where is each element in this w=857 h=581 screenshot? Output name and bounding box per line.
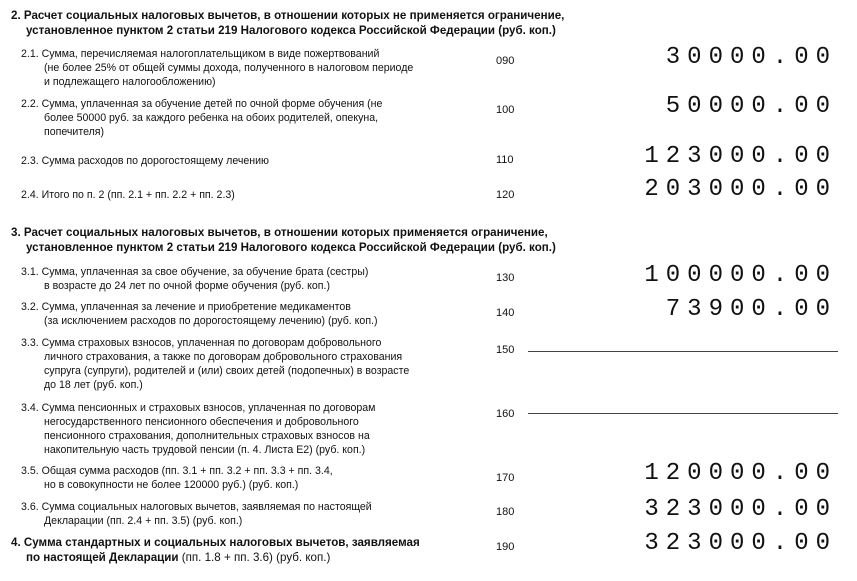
item-3-2-value[interactable]: 73900.00 (665, 296, 837, 323)
item-2-2-code: 100 (496, 104, 515, 116)
item-3-1-line-1: 3.1. Сумма, уплаченная за свое обучение, за обучение брата (сестры) (21, 266, 369, 278)
section-4-line-2 (11, 550, 420, 565)
section-4-line-2-rest: (пп. 1.8 + пп. 3.6) (руб. коп.) (178, 551, 331, 564)
section-3-title-line-2: установленное пунктом 2 статьи 219 Налогового кодекса Российской Федерации (руб. коп.) (26, 241, 556, 254)
section-2-title (11, 8, 564, 38)
item-3-4-value-blank[interactable] (528, 413, 838, 414)
item-2-1-line-3: и подлежащего налогообложению) (44, 76, 216, 88)
item-3-4-line-3: пенсионного страхования, дополнительных страховых взносов на (44, 430, 370, 442)
section-4-code: 190 (496, 541, 515, 553)
item-2-3-value[interactable]: 123000.00 (644, 143, 837, 170)
item-3-2-line-2: (за исключением расходов по дорогостоящему лечению) (руб. коп.) (44, 315, 378, 327)
section-3-title-line-1: 3. Расчет социальных налоговых вычетов, в отношении которых применяется ограничение, (11, 226, 548, 239)
item-2-1-line-1: 2.1. Сумма, перечисляемая налогоплательщиком в виде пожертвований (21, 48, 380, 60)
section-4-label (11, 535, 420, 565)
item-2-4-label (21, 188, 491, 202)
item-3-6-line-2: Декларации (пп. 2.4 + пп. 3.5) (руб. коп.) (44, 515, 243, 527)
item-2-1-value[interactable]: 30000.00 (665, 44, 837, 71)
item-3-4-code: 160 (496, 408, 515, 420)
item-2-2-label (21, 97, 491, 139)
item-2-4-line-1: 2.4. Итого по п. 2 (пп. 2.1 + пп. 2.2 + пп. 2.3) (21, 189, 235, 201)
item-3-6-code: 180 (496, 506, 515, 518)
section-4-value[interactable]: 323000.00 (644, 530, 837, 557)
item-2-1-code: 090 (496, 55, 515, 67)
item-2-2-value[interactable]: 50000.00 (665, 93, 837, 120)
item-3-3-line-3: супруга (супруги), родителей и (или) своих детей (подопечных) в возрасте (44, 365, 410, 377)
item-3-4-label (21, 401, 491, 457)
item-3-2-code: 140 (496, 307, 515, 319)
item-2-2-line-1: 2.2. Сумма, уплаченная за обучение детей по очной форме обучения (не (21, 98, 383, 110)
item-3-4-line-4: накопительную часть трудовой пенсии (п. 4. Листа Е2) (руб. коп.) (44, 444, 366, 456)
item-3-6-value[interactable]: 323000.00 (644, 496, 837, 523)
item-2-3-label (21, 154, 491, 168)
section-4-line-2-bold: по настоящей Декларации (26, 551, 179, 564)
item-2-2-line-3: попечителя) (44, 126, 105, 138)
section-4-line-1: 4. Сумма стандартных и социальных налоговых вычетов, заявляемая (11, 536, 420, 549)
item-3-4-line-1: 3.4. Сумма пенсионных и страховых взносов, уплаченная по договорам (21, 402, 376, 414)
item-3-3-label (21, 336, 491, 392)
item-2-4-value[interactable]: 203000.00 (644, 176, 837, 203)
item-3-5-code: 170 (496, 472, 515, 484)
item-3-5-value[interactable]: 120000.00 (644, 460, 837, 487)
item-2-4-code: 120 (496, 189, 515, 201)
item-2-1-line-2: (не более 25% от общей суммы дохода, полученного в налоговом периоде (44, 62, 414, 74)
item-2-3-line-1: 2.3. Сумма расходов по дорогостоящему лечению (21, 155, 269, 167)
section-3-title (11, 225, 556, 255)
item-2-3-code: 110 (496, 154, 514, 166)
item-3-1-label (21, 265, 491, 293)
item-3-4-line-2: негосударственного пенсионного обеспечения и добровольного (44, 416, 359, 428)
item-3-1-value[interactable]: 100000.00 (644, 262, 837, 289)
item-3-2-line-1: 3.2. Сумма, уплаченная за лечение и приобретение медикаментов (21, 301, 351, 313)
item-3-2-label (21, 300, 491, 328)
item-3-6-line-1: 3.6. Сумма социальных налоговых вычетов, заявляемая по настоящей (21, 501, 372, 513)
item-3-3-line-1: 3.3. Сумма страховых взносов, уплаченная по договорам добровольного (21, 337, 382, 349)
item-3-3-code: 150 (496, 344, 515, 356)
item-2-2-line-2: более 50000 руб. за каждого ребенка на обоих родителей, опекуна, (44, 112, 379, 124)
item-3-5-line-1: 3.5. Общая сумма расходов (пп. 3.1 + пп. 3.2 + пп. 3.3 + пп. 3.4, (21, 465, 333, 477)
item-3-3-line-4: до 18 лет (руб. коп.) (44, 379, 143, 391)
item-2-1-label (21, 47, 491, 89)
section-2-title-line-2: установленное пунктом 2 статьи 219 Налогового кодекса Российской Федерации (руб. коп.) (26, 24, 556, 37)
item-3-5-line-2: но в совокупности не более 120000 руб.) (руб. коп.) (44, 479, 299, 491)
item-3-3-line-2: личного страхования, а также по договорам добровольного страхования (44, 351, 403, 363)
section-2-title-line-1: 2. Расчет социальных налоговых вычетов, в отношении которых не применяется ограничение, (11, 9, 565, 22)
item-3-1-line-2: в возрасте до 24 лет по очной форме обучения (руб. коп.) (44, 280, 330, 292)
item-3-3-value-blank[interactable] (528, 351, 838, 352)
item-3-1-code: 130 (496, 272, 515, 284)
item-3-5-label (21, 464, 491, 492)
item-3-6-label (21, 500, 491, 528)
